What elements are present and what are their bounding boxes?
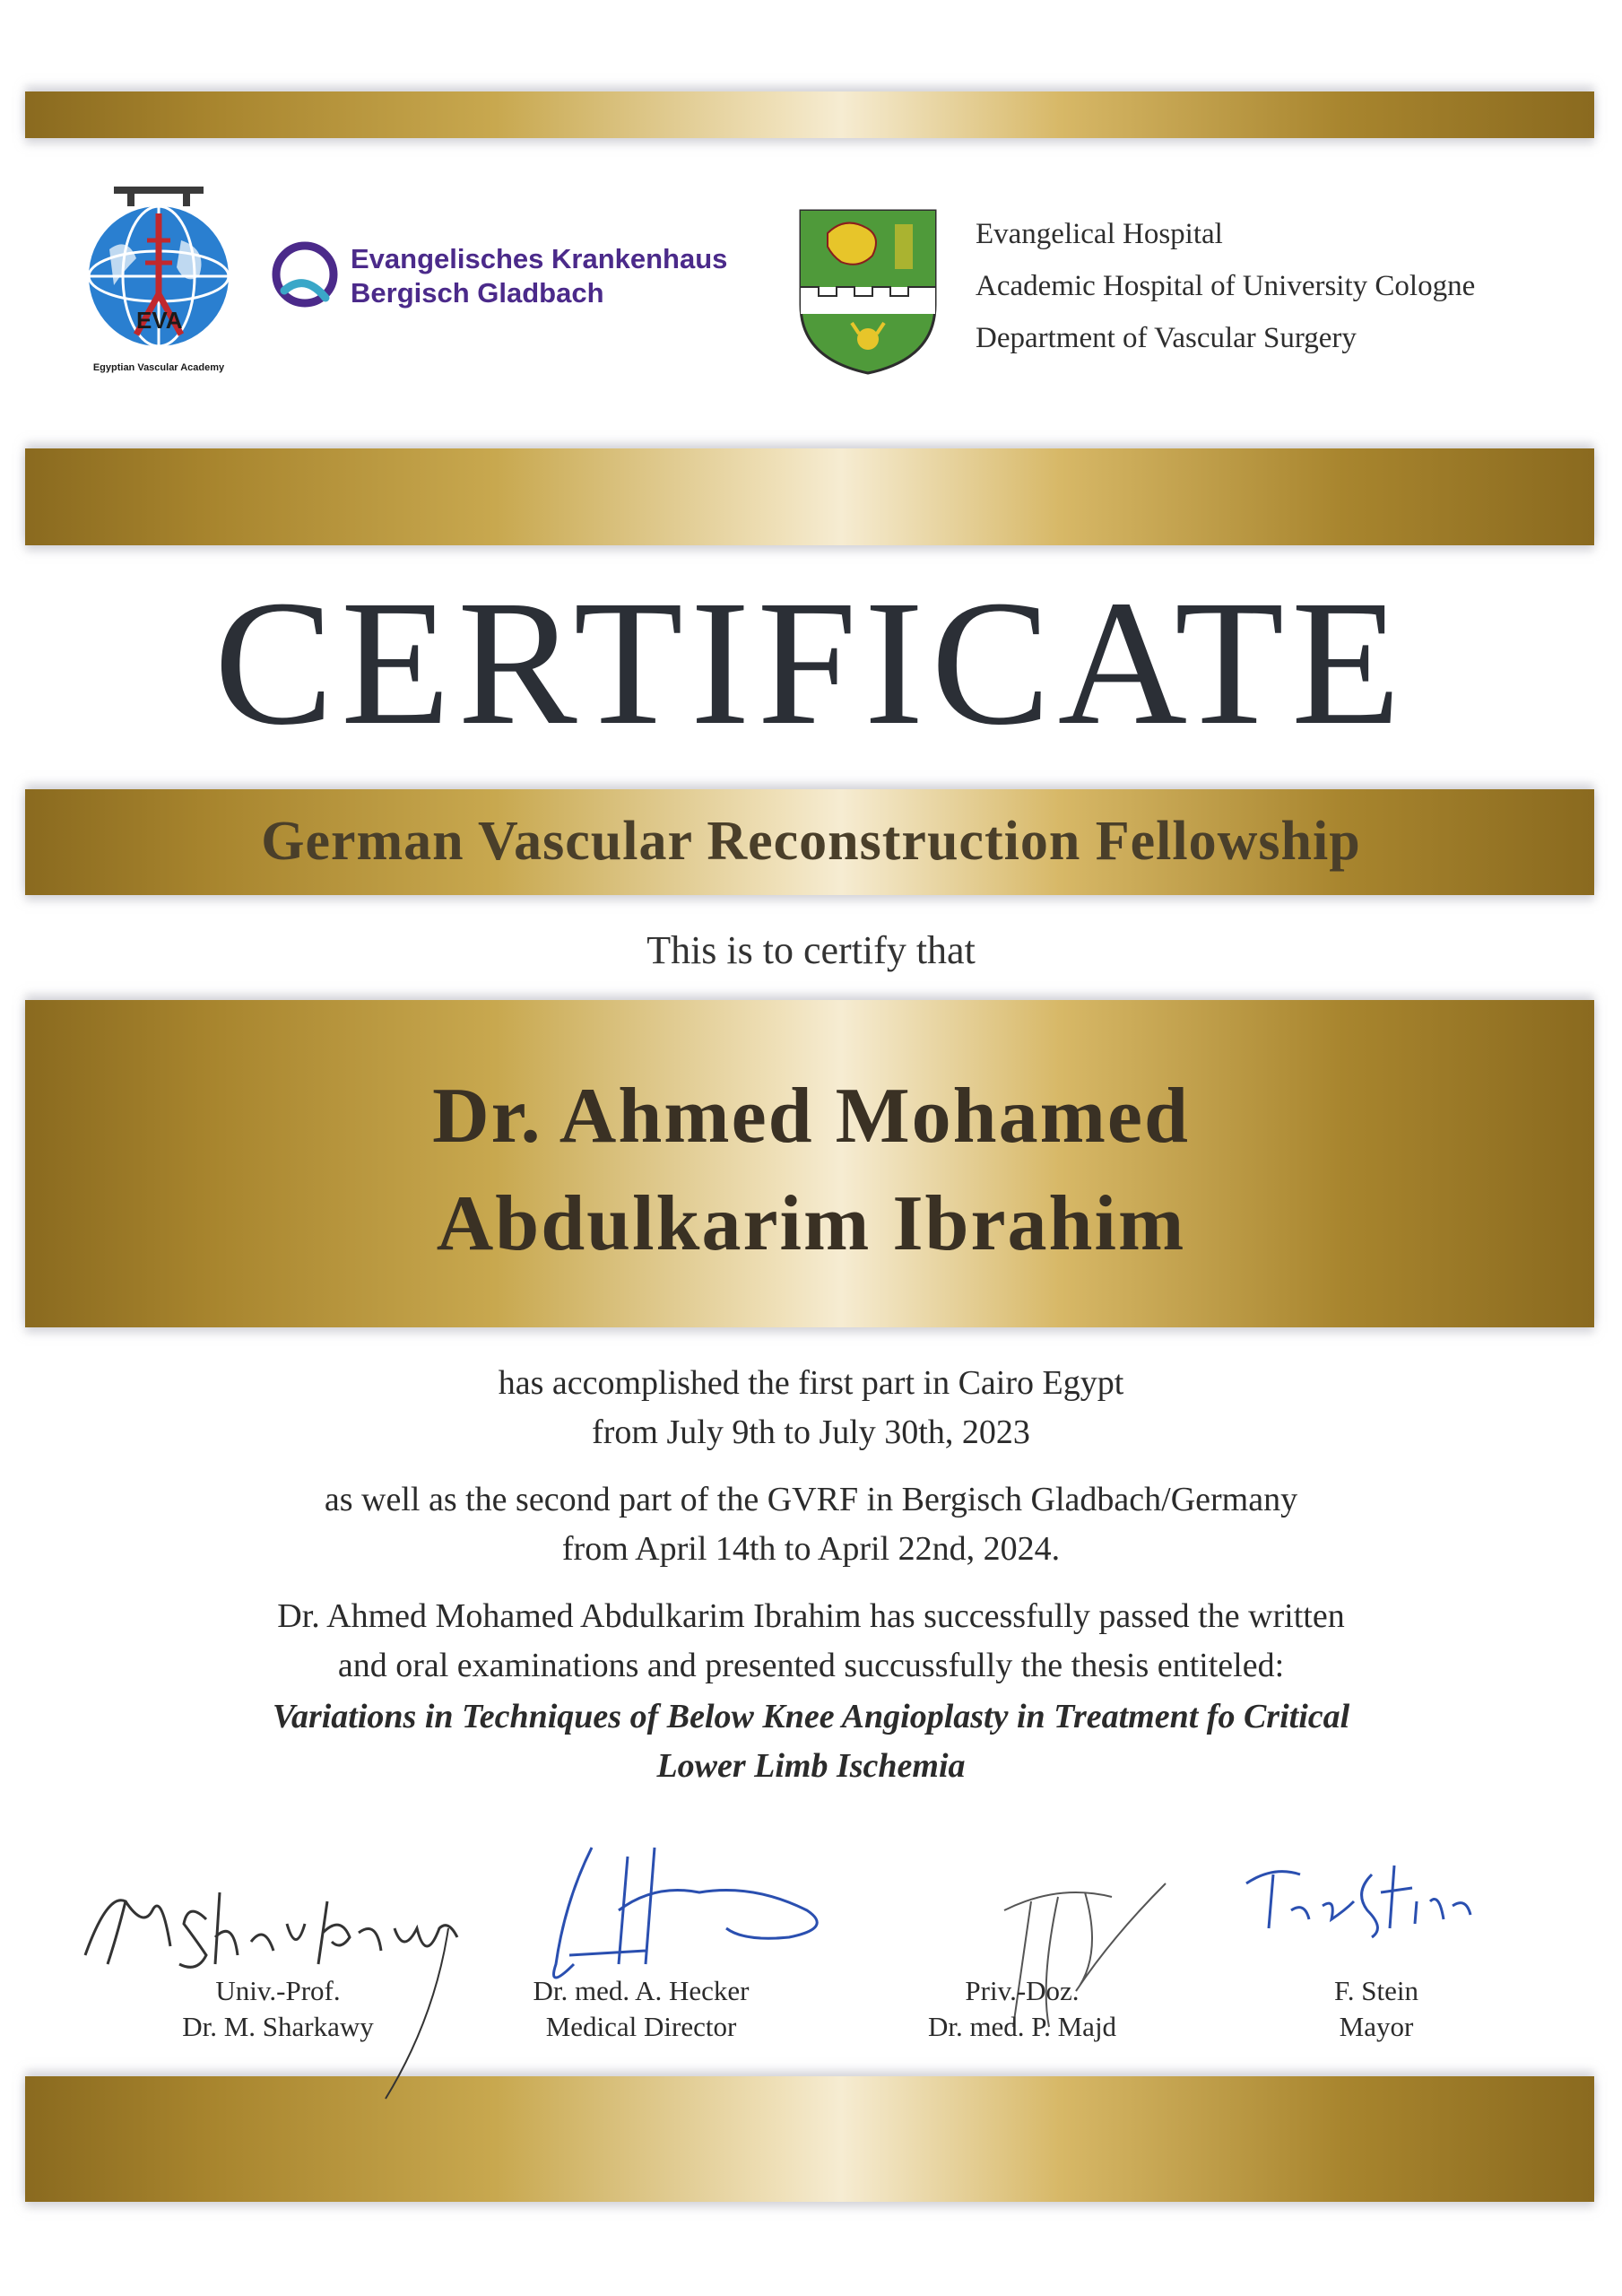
signatory-hecker [480, 1973, 802, 2045]
certificate-title: CERTIFICATE [213, 564, 1409, 762]
signatory-majd-line2: Dr. med. P. Majd [927, 2011, 1117, 2042]
coat-of-arms [796, 206, 940, 377]
signatory-sharkawy [117, 1973, 439, 2045]
crest-icon [796, 206, 940, 377]
signatory-stein-line1: F. Stein [1334, 1975, 1418, 2006]
signatory-hecker-line1: Dr. med. A. Hecker [533, 1975, 750, 2006]
signature-hecker [520, 1830, 861, 1991]
ekbg-q-icon [265, 237, 345, 317]
svg-text:Egyptian Vascular Academy: Egyptian Vascular Academy [92, 362, 225, 373]
thesis-title-line1: Variations in Techniques of Below Knee Angioplasty in Treatment fo Critical [272, 1698, 1350, 1735]
signatory-majd-line1: Priv.-Doz. [965, 1975, 1080, 2006]
ekbg-logo [265, 235, 767, 321]
top-gold-band [25, 91, 1594, 138]
hospital-info [976, 208, 1475, 364]
signatory-sharkawy-line1: Univ.-Prof. [215, 1975, 341, 2006]
signatory-hecker-line2: Medical Director [545, 2011, 737, 2042]
ekbg-line2: Bergisch Gladbach [351, 277, 604, 309]
signatory-stein-line2: Mayor [1339, 2011, 1414, 2042]
hospital-line-1: Evangelical Hospital [976, 218, 1223, 250]
hospital-line-2: Academic Hospital of University Cologne [976, 270, 1476, 302]
svg-text:EVA: EVA [136, 307, 183, 334]
globe-icon [74, 187, 244, 379]
signatory-majd [861, 1973, 1184, 2045]
fellowship-title: German Vascular Reconstruction Fellowship [261, 811, 1361, 872]
recipient-name-line2: Abdulkarim Ibrahim [436, 1180, 1186, 1267]
eva-logo [74, 187, 244, 379]
thesis-title-line2: Lower Limb Ischemia [656, 1747, 966, 1785]
certify-text: This is to certify that [646, 928, 976, 972]
body-p2-line1: as well as the second part of the GVRF in Bergisch Gladbach/Germany [324, 1481, 1298, 1518]
upper-gold-band [25, 448, 1594, 545]
signature-stein [1237, 1848, 1506, 1955]
body-p3-line1: Dr. Ahmed Mohamed Abdulkarim Ibrahim has successfully passed the written [277, 1597, 1345, 1635]
signatory-sharkawy-line2: Dr. M. Sharkawy [182, 2011, 374, 2042]
hospital-line-3: Department of Vascular Surgery [976, 322, 1357, 354]
ekbg-line1: Evangelisches Krankenhaus [351, 243, 728, 274]
recipient-name-line1: Dr. Ahmed Mohamed [432, 1073, 1190, 1160]
body-p3-line2: and oral examinations and presented succussfully the thesis entiteled: [337, 1647, 1285, 1684]
body-p1-line2: from July 9th to July 30th, 2023 [592, 1413, 1030, 1451]
body-p2-line2: from April 14th to April 22nd, 2024. [561, 1530, 1061, 1568]
signatory-stein [1215, 1973, 1538, 2045]
body-p1-line1: has accomplished the first part in Cairo Egypt [498, 1364, 1124, 1402]
